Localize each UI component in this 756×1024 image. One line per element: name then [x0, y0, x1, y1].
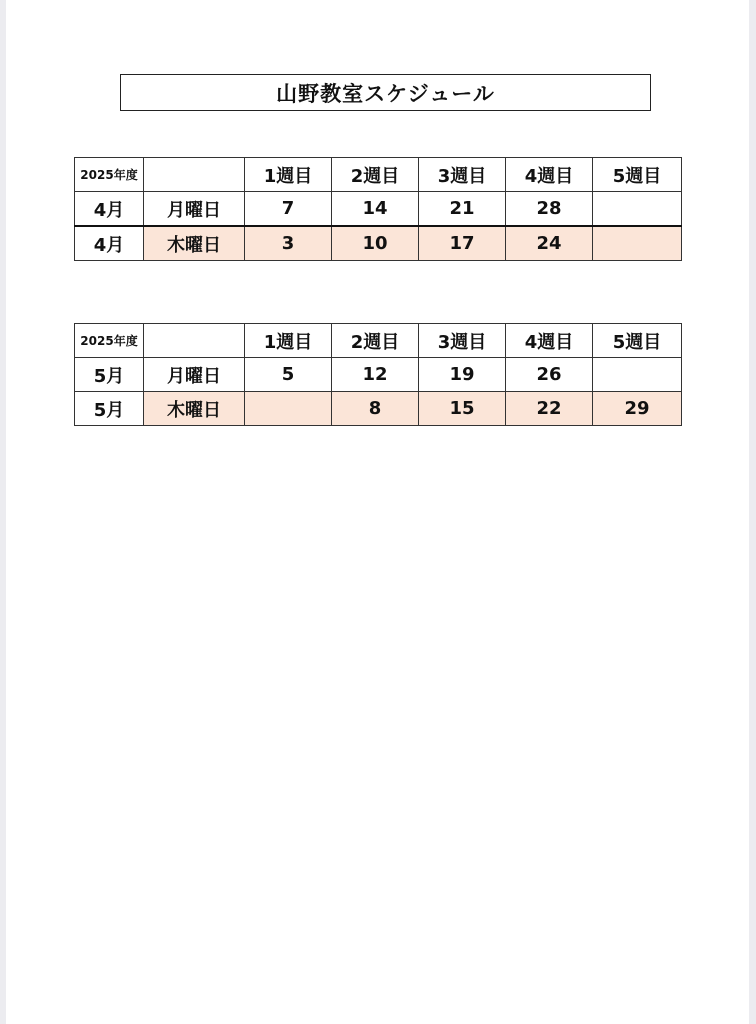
document-title: 山野教室スケジュール — [120, 74, 651, 111]
day-cell: 26 — [506, 358, 593, 392]
schedule-table-april — [74, 157, 682, 261]
day-cell: 14 — [332, 192, 419, 227]
day-cell: 21 — [419, 192, 506, 227]
day-cell: 17 — [419, 226, 506, 261]
table-row-monday — [75, 192, 682, 227]
day-cell: 5 — [245, 358, 332, 392]
table-row-thursday — [75, 226, 682, 261]
week-header: 5週目 — [593, 158, 682, 192]
day-cell — [245, 392, 332, 426]
header-blank-cell — [144, 324, 245, 358]
week-header: 2週目 — [332, 158, 419, 192]
day-cell: 15 — [419, 392, 506, 426]
day-cell: 7 — [245, 192, 332, 227]
week-header: 1週目 — [245, 324, 332, 358]
week-header: 4週目 — [506, 324, 593, 358]
week-header: 5週目 — [593, 324, 682, 358]
day-cell: 24 — [506, 226, 593, 261]
day-cell: 19 — [419, 358, 506, 392]
table-row-thursday — [75, 392, 682, 426]
table-row-monday — [75, 358, 682, 392]
weekday-cell: 月曜日 — [144, 358, 245, 392]
day-cell — [593, 192, 682, 227]
header-row — [75, 324, 682, 358]
day-cell: 22 — [506, 392, 593, 426]
week-header: 2週目 — [332, 324, 419, 358]
day-cell: 8 — [332, 392, 419, 426]
week-header: 1週目 — [245, 158, 332, 192]
header-row — [75, 158, 682, 192]
day-cell: 12 — [332, 358, 419, 392]
fiscal-year-label: 2025年度 — [75, 158, 144, 192]
month-cell: 4月 — [75, 192, 144, 227]
document-page — [6, 0, 749, 1024]
day-cell: 29 — [593, 392, 682, 426]
month-cell: 5月 — [75, 358, 144, 392]
fiscal-year-label: 2025年度 — [75, 324, 144, 358]
weekday-cell: 木曜日 — [144, 392, 245, 426]
weekday-cell: 月曜日 — [144, 192, 245, 227]
day-cell — [593, 226, 682, 261]
month-cell: 4月 — [75, 226, 144, 261]
day-cell: 28 — [506, 192, 593, 227]
day-cell — [593, 358, 682, 392]
header-blank-cell — [144, 158, 245, 192]
week-header: 3週目 — [419, 158, 506, 192]
weekday-cell: 木曜日 — [144, 226, 245, 261]
week-header: 4週目 — [506, 158, 593, 192]
schedule-table-may — [74, 323, 682, 426]
week-header: 3週目 — [419, 324, 506, 358]
day-cell: 3 — [245, 226, 332, 261]
day-cell: 10 — [332, 226, 419, 261]
month-cell: 5月 — [75, 392, 144, 426]
